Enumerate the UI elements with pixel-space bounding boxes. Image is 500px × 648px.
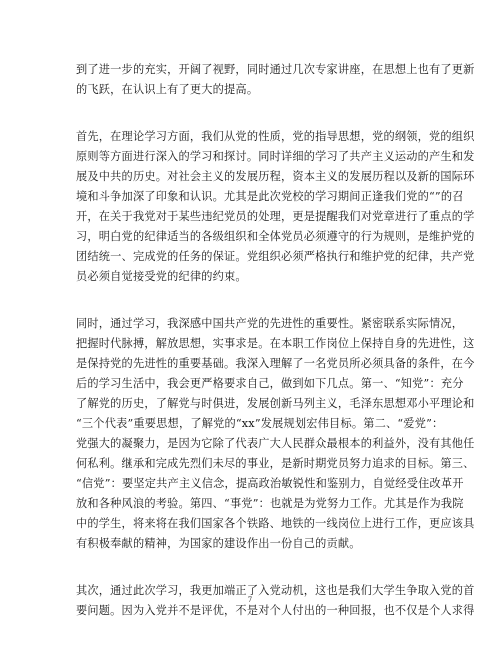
document-body (76, 60, 475, 648)
text-line: 把握时代脉搏，解放思想，实事求是。在本职工作岗位上保持自身的先进性，这 (76, 337, 475, 350)
text-line: 要问题。因为入党并不是评优，不是对个人付出的一种回报，也不仅是个人求得 (76, 604, 475, 617)
text-line: 到了进一步的充实，开阔了视野，同时通过几次专家讲座，在思想上也有了更新 (76, 63, 475, 76)
text-line: 了解党的历史，了解党与时俱进，发展创新马列主义，毛泽东思想邓小平理论和 (76, 397, 475, 410)
text-line: 是保持党的先进性的重要基础。我深入理解了一名党员所必须具备的条件，在今 (76, 357, 475, 370)
text-line: 同时，通过学习，我深感中国共产党的先进性的重要性。紧密联系实际情况， (76, 317, 464, 330)
text-line: 首先，在理论学习方面，我们从党的性质，党的指导思想，党的纲领，党的组织 (76, 130, 475, 143)
paragraph-3 (76, 314, 475, 554)
text-line: 后的学习生活中，我会更严格要求自己，做到如下几点。第一、“知党”：充分 (76, 377, 464, 390)
text-line: 境和斗争加深了印象和认识。尤其是此次党校的学习期间正逢我们党的“”的召 (76, 190, 464, 203)
text-line: 团结统一、完成党的任务的保证。党组织必须严格执行和维护党的纪律，共产党 (76, 250, 475, 263)
text-line: 习，明白党的纪律适当的各级组织和全体党员必须遵守的行为规则，是维护党的 (76, 230, 475, 243)
text-line: 其次，通过此次学习，我更加端正了入党动机，这也是我们大学生争取入党的首 (76, 584, 475, 597)
text-line: 员必须自觉接受党的纪律的约束。 (76, 270, 247, 283)
text-line: 有积极奉献的精神，为国家的建设作出一份自己的贡献。 (76, 537, 361, 550)
text-line: 的飞跃，在认识上有了更大的提高。 (76, 83, 259, 96)
paragraph-2 (76, 127, 475, 287)
text-line: 党强大的凝聚力，是因为它除了代表广大人民群众最根本的利益外，没有其他任 (76, 437, 475, 450)
paragraph-1 (76, 60, 475, 100)
text-line: 原则等方面进行深入的学习和探讨。同时详细的学习了共产主义运动的产生和发 (76, 150, 475, 163)
text-line: 中的学生，将来将在我们国家各个铁路、地铁的一线岗位上进行工作，更应该具 (76, 517, 475, 530)
page-number: 7 (247, 596, 253, 604)
text-line: “信党”：要坚定共产主义信念，提高政治敏锐性和鉴别力，自觉经受住改革开 (76, 477, 464, 490)
text-line: 展及中共的历史。对社会主义的发展历程，资本主义的发展历程以及新的国际环 (76, 170, 475, 183)
text-line: 放和各种风浪的考验。第四、“事党”：也就是为党努力工作。尤其是作为我院 (76, 497, 464, 510)
text-line: 开，在关于我党对于某些违纪党员的处理，更是提醒我们对党章进行了重点的学 (76, 210, 475, 223)
text-line: 何私利。继承和完成先烈们未尽的事业，是新时期党员努力追求的目标。第三、 (76, 457, 475, 470)
text-line: “三个代表”重要思想，了解党的“xx”发展规划宏伟目标。第二、“爱党”： (76, 417, 444, 430)
